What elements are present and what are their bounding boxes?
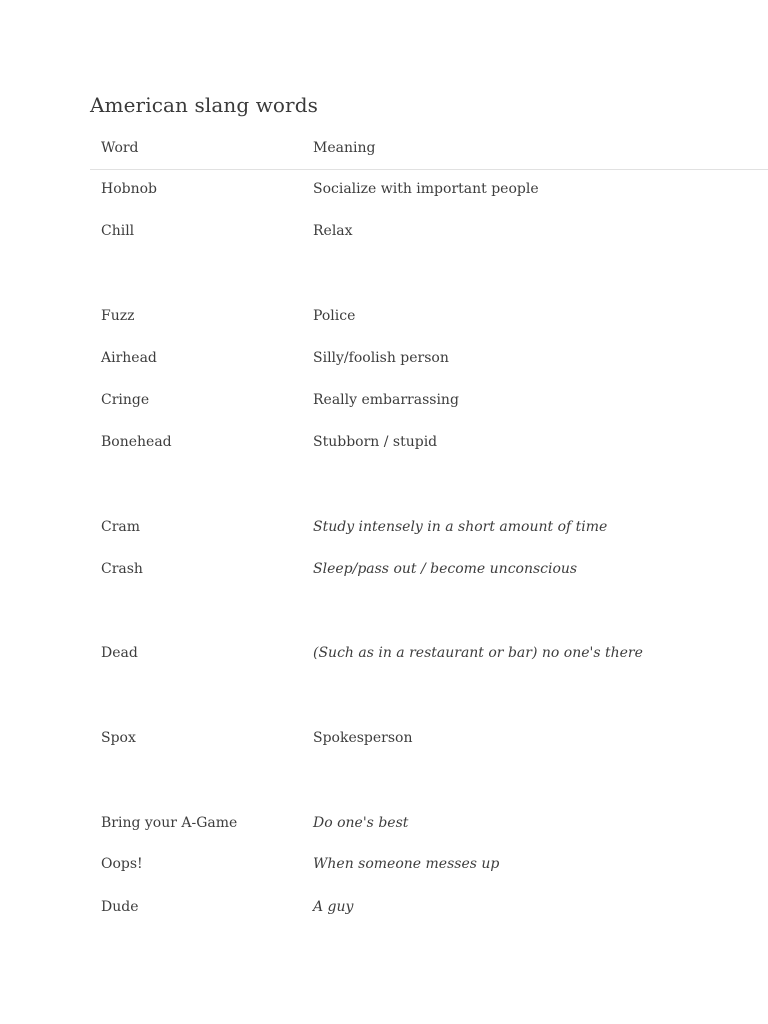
meaning-cell: Police bbox=[313, 308, 356, 324]
table-row bbox=[90, 897, 768, 917]
meaning-cell: Do one's best bbox=[313, 815, 409, 831]
meaning-cell: Really embarrassing bbox=[313, 392, 459, 408]
table-row bbox=[90, 643, 768, 663]
meaning-cell: A guy bbox=[313, 899, 354, 915]
table-row bbox=[90, 432, 768, 452]
table-row bbox=[90, 559, 768, 579]
meaning-cell: Sleep/pass out / become unconscious bbox=[313, 561, 578, 577]
meaning-cell: Study intensely in a short amount of time bbox=[313, 519, 608, 535]
word-cell: Bonehead bbox=[101, 434, 172, 450]
meaning-cell: Relax bbox=[313, 223, 353, 239]
meaning-cell: Silly/foolish person bbox=[313, 350, 449, 366]
word-cell: Hobnob bbox=[101, 181, 158, 197]
meaning-cell: Stubborn / stupid bbox=[313, 434, 438, 450]
meaning-cell: Socialize with important people bbox=[313, 181, 539, 197]
table-row bbox=[90, 813, 768, 833]
meaning-cell: Spokesperson bbox=[313, 730, 413, 746]
word-cell: Oops! bbox=[101, 856, 143, 872]
table-row bbox=[90, 179, 768, 199]
table-row bbox=[90, 306, 768, 326]
word-cell: Spox bbox=[101, 730, 136, 746]
meaning-cell: (Such as in a restaurant or bar) no one's there bbox=[313, 645, 643, 661]
meaning-cell: When someone messes up bbox=[313, 856, 500, 872]
table-row bbox=[90, 854, 768, 874]
word-cell: Airhead bbox=[101, 350, 157, 366]
word-cell: Dude bbox=[101, 899, 139, 915]
column-header-meaning: Meaning bbox=[313, 140, 376, 156]
table-row bbox=[90, 517, 768, 537]
word-cell: Dead bbox=[101, 645, 138, 661]
page-title: American slang words bbox=[90, 93, 318, 117]
column-header-word: Word bbox=[101, 140, 139, 156]
table-header bbox=[90, 138, 768, 170]
word-cell: Cram bbox=[101, 519, 141, 535]
table-row bbox=[90, 728, 768, 748]
word-cell: Crash bbox=[101, 561, 143, 577]
table-row bbox=[90, 221, 768, 241]
table-row bbox=[90, 390, 768, 410]
word-cell: Cringe bbox=[101, 392, 150, 408]
table-row bbox=[90, 348, 768, 368]
word-cell: Fuzz bbox=[101, 308, 135, 324]
word-cell: Bring your A-Game bbox=[101, 815, 238, 831]
word-cell: Chill bbox=[101, 223, 135, 239]
